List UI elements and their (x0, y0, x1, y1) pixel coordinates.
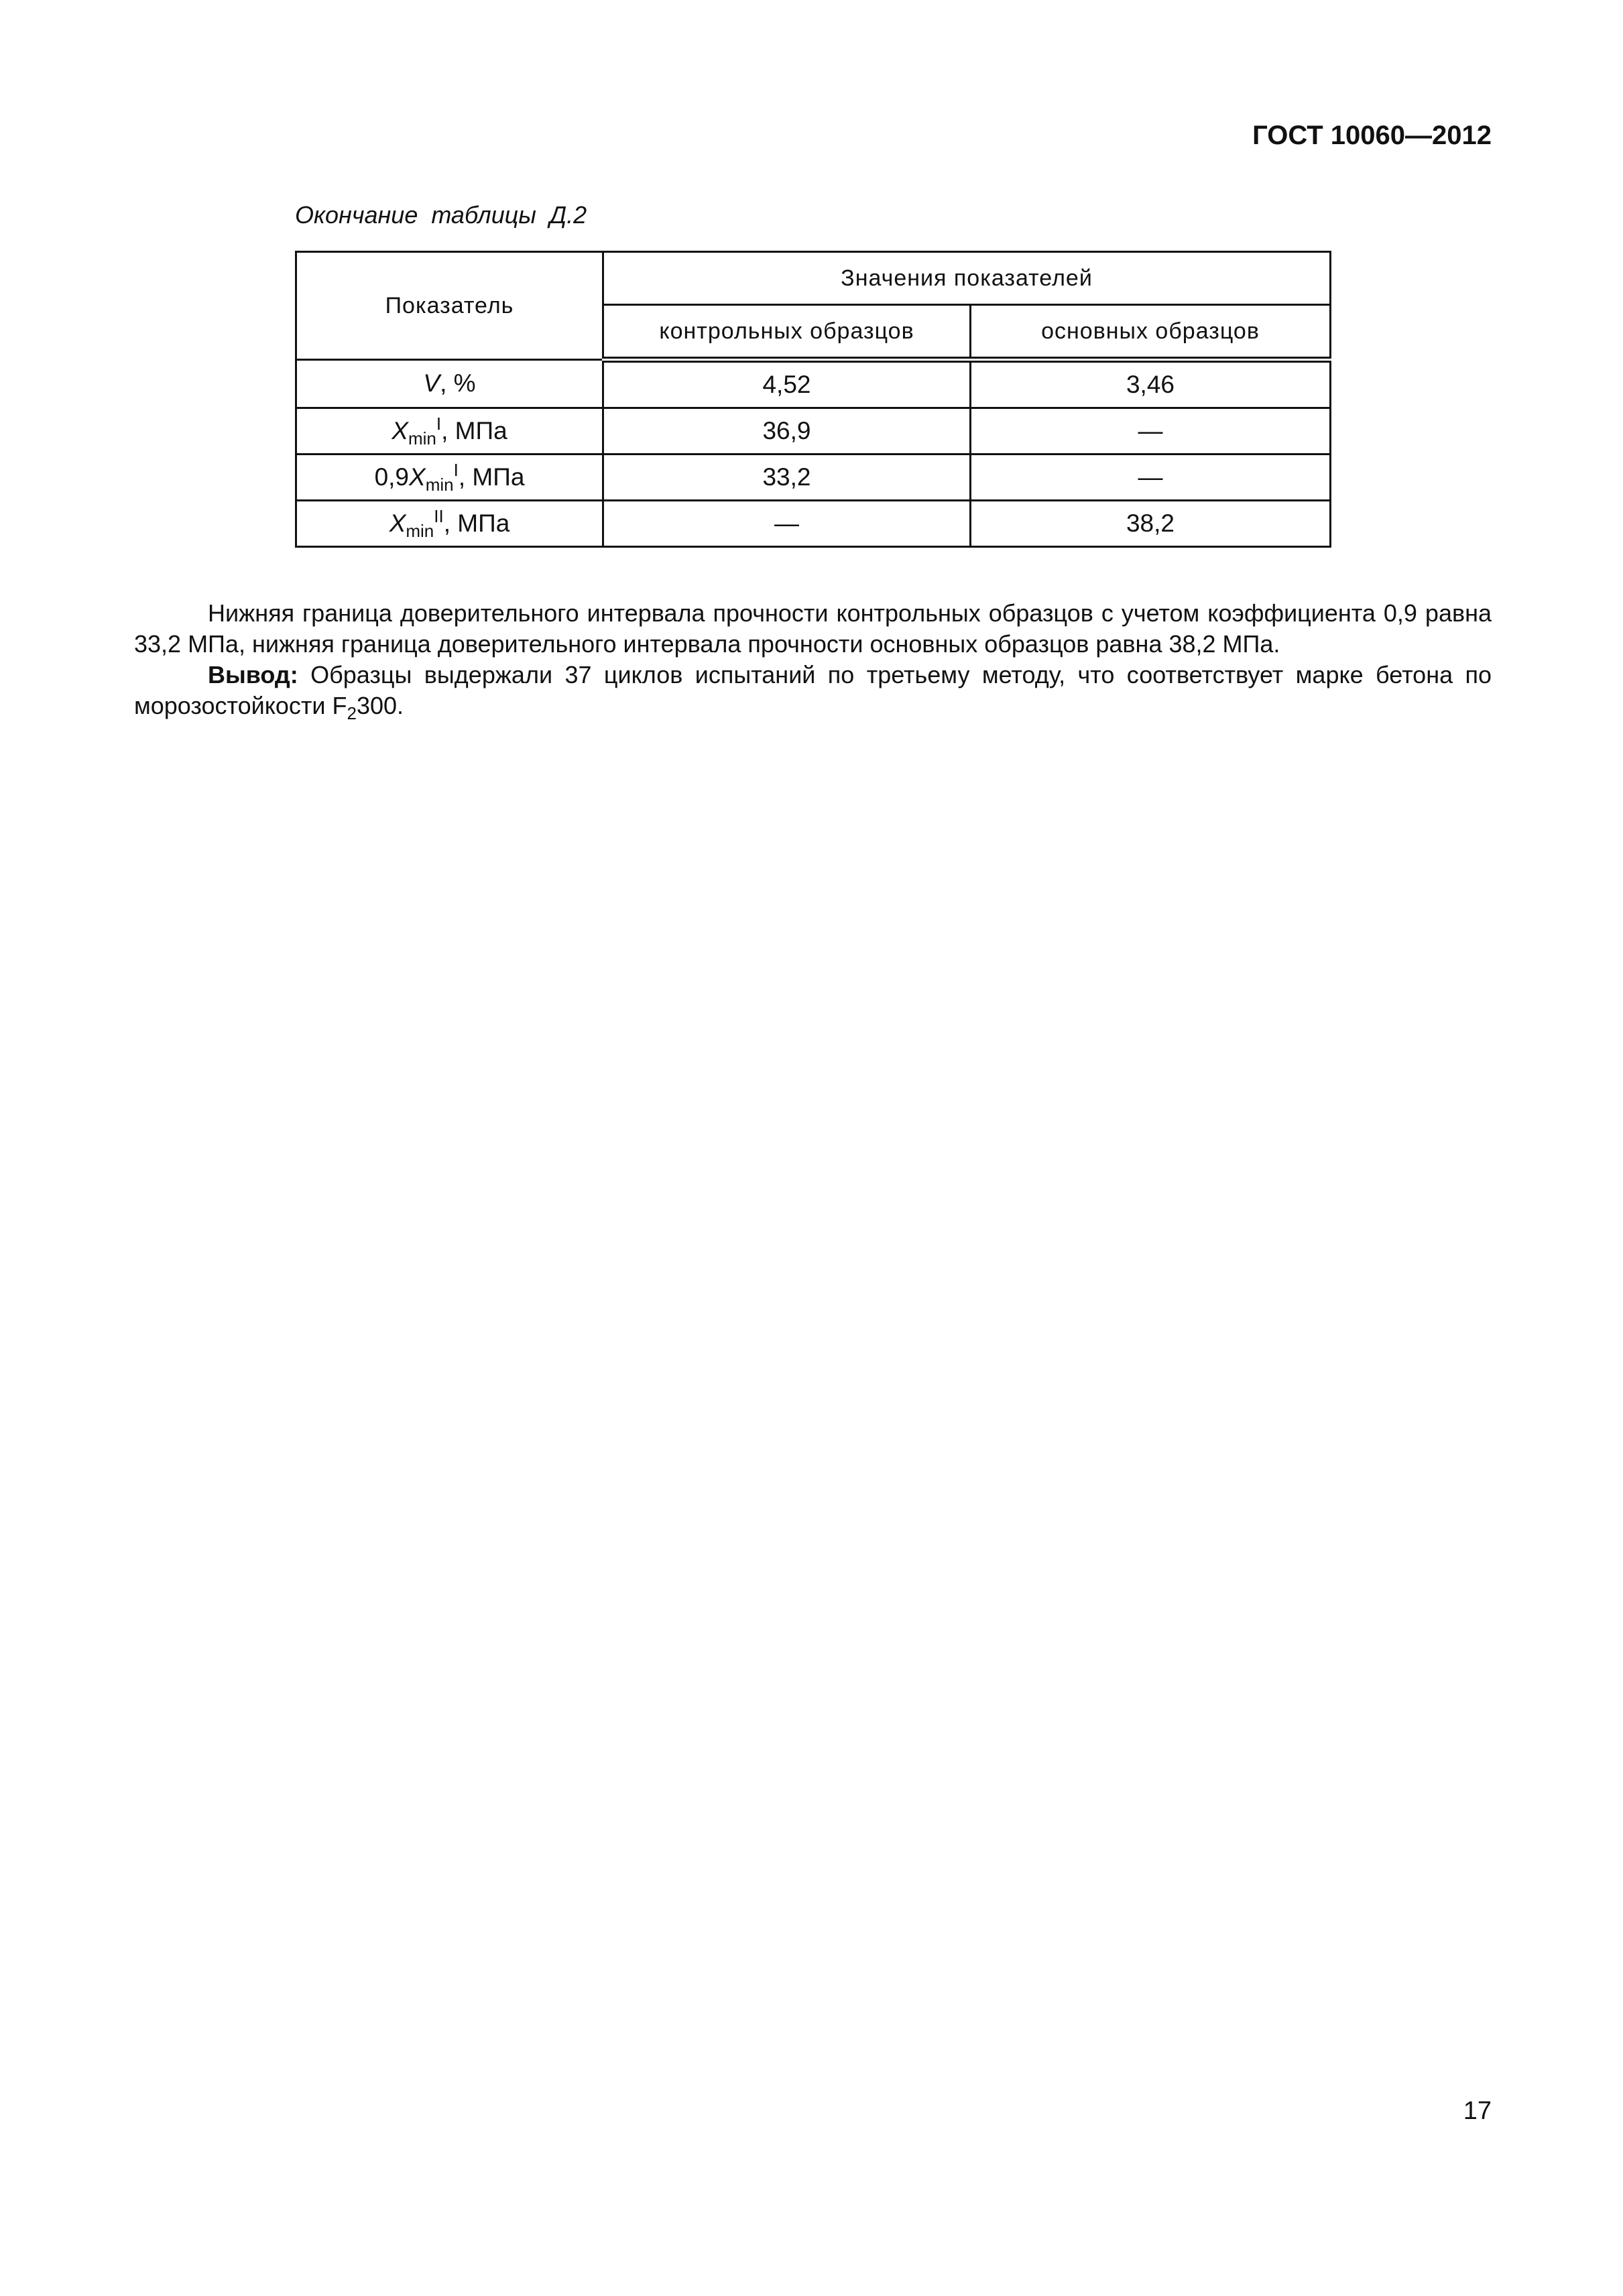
table-row (296, 360, 1331, 408)
control-value-cell: 33,2 (603, 455, 971, 501)
header-control-samples: контрольных образцов (603, 305, 971, 360)
conclusion-text: Образцы выдержали 37 циклов испытаний по третьему методу, что соответствует марке бетона по морозостойкости F (134, 661, 1492, 719)
header-main-samples: основных образцов (971, 305, 1331, 360)
values-table (295, 251, 1331, 548)
document-code: ГОСТ 10060—2012 (1252, 121, 1492, 150)
param-unit: , МПа (458, 463, 525, 491)
param-cell (296, 455, 603, 501)
main-value-cell: 38,2 (971, 501, 1331, 547)
table-caption: Окончание таблицы Д.2 (295, 201, 587, 229)
page-number: 17 (1463, 2097, 1492, 2125)
main-value-cell: 3,46 (971, 360, 1331, 408)
table-row (296, 455, 1331, 501)
header-values: Значения показателей (603, 252, 1331, 305)
param-superscript: I (436, 413, 442, 434)
table-row (296, 408, 1331, 455)
conclusion-label: Вывод: (208, 661, 298, 688)
control-value-cell: 4,52 (603, 360, 971, 408)
table-header-row (296, 252, 1331, 305)
param-superscript: II (434, 505, 444, 526)
control-value-cell: 36,9 (603, 408, 971, 455)
param-prefix: 0,9 (374, 463, 410, 491)
param-symbol: X (409, 463, 426, 491)
paragraph-conclusion (134, 660, 1492, 729)
conclusion-end: 300. (356, 692, 404, 719)
param-unit: , % (440, 369, 476, 397)
body-text (134, 598, 1492, 729)
param-symbol: X (389, 509, 406, 537)
param-subscript: min (406, 520, 434, 541)
control-value-cell: — (603, 501, 971, 547)
main-value-cell: — (971, 408, 1331, 455)
param-symbol: X (392, 416, 408, 444)
param-subscript: min (425, 474, 454, 495)
main-value-cell: — (971, 455, 1331, 501)
param-subscript: min (408, 428, 436, 448)
param-superscript: I (453, 459, 459, 480)
table-row (296, 501, 1331, 547)
paragraph-interval: Нижняя граница доверительного интервала прочности контрольных образцов с учетом коэффициента 0,9 равна 33,2 МПа, нижняя граница доверительного интервала прочности основных образцов равна 38,2 МПа. (134, 599, 1492, 658)
param-cell (296, 408, 603, 455)
param-cell (296, 360, 603, 408)
param-cell (296, 501, 603, 547)
param-unit: , МПа (441, 416, 507, 444)
table-body (296, 360, 1331, 547)
param-unit: , МПа (443, 509, 510, 537)
param-symbol: V (423, 369, 440, 397)
conclusion-subscript: 2 (347, 703, 357, 723)
header-param: Показатель (296, 252, 603, 360)
